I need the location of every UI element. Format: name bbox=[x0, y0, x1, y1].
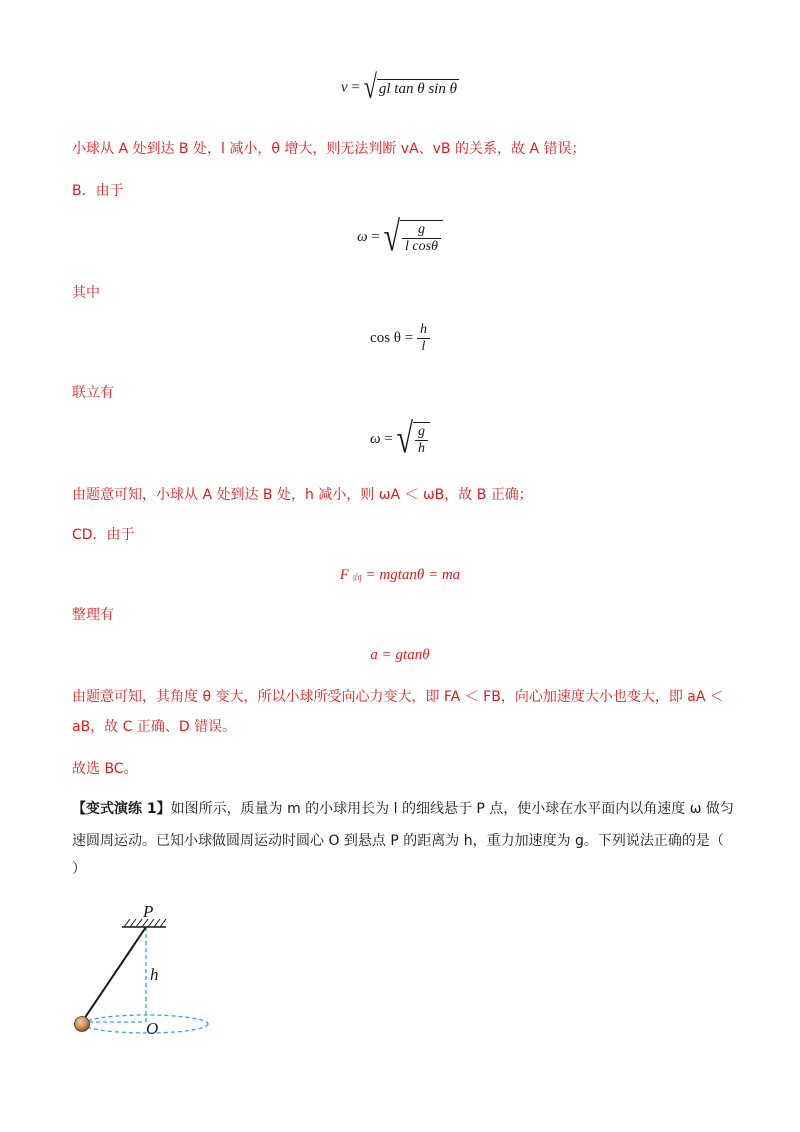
line-ab-analysis: 小球从 A 处到达 B 处，l 减小，θ 增大，则无法判断 vA、vB 的关系，故 A 错误； bbox=[72, 141, 586, 157]
formula-omega2-num: g bbox=[418, 424, 426, 439]
formula-omega1-den: l cosθ bbox=[402, 238, 441, 255]
formula-cos bbox=[0, 322, 800, 355]
formula-omega-2 bbox=[0, 415, 800, 462]
formula-v-eq: = bbox=[351, 79, 360, 96]
formula-acceleration: a = gtanθ bbox=[370, 647, 430, 663]
pendulum-ball bbox=[75, 1017, 90, 1032]
problem-tag: 【变式演练 1】 bbox=[72, 801, 171, 817]
label-h: h bbox=[150, 965, 159, 984]
problem-line-3: ） bbox=[72, 861, 86, 877]
pendulum-figure bbox=[60, 895, 230, 1045]
line-angle-1: 由题意可知，其角度 θ 变大，所以小球所受向心力变大，即 FA ＜ FB，向心加速度大小也变大，即 aA ＜ bbox=[72, 689, 724, 705]
label-option-b: B．由于 bbox=[72, 183, 124, 199]
problem-line-2: 速圆周运动。已知小球做圆周运动时圆心 O 到悬点 P 的距离为 h，重力加速度为 g。下列说法正确的是（ bbox=[72, 833, 724, 849]
formula-omega1-eq: = bbox=[371, 228, 380, 245]
formula-v-lhs: v bbox=[341, 79, 348, 96]
formula-force bbox=[0, 564, 800, 589]
formula-omega2-lhs: ω bbox=[369, 430, 381, 447]
formula-cos-eq: = bbox=[404, 329, 414, 346]
formula-force-f: F bbox=[339, 567, 349, 583]
label-lianli: 联立有 bbox=[72, 385, 114, 401]
formula-omega1-sqrt: √ $\frac{g}{\text{l cosθ}}$ bbox=[384, 220, 443, 255]
line-angle-2: aB，故 C 正确、D 错误。 bbox=[72, 719, 237, 735]
label-option-cd: CD．由于 bbox=[72, 527, 135, 543]
formula-omega2-den: h bbox=[415, 440, 428, 457]
pendulum-string bbox=[82, 927, 146, 1022]
line-omega-analysis: 由题意可知，小球从 A 处到达 B 处，h 减小，则 ωA ＜ ωB，故 B 正确； bbox=[72, 487, 533, 503]
formula-cos-lhs: cos θ bbox=[370, 329, 401, 346]
formula-omega1-lhs: ω bbox=[357, 228, 368, 245]
problem-text-1: 如图所示，质量为 m 的小球用长为 l 的细线悬于 P 点，使小球在水平面内以角速度 ω 做匀 bbox=[170, 801, 734, 817]
formula-omega-1 bbox=[0, 213, 800, 260]
formula-v-radicand: gl tan θ sin θ bbox=[378, 80, 457, 97]
answer-line: 故选 BC。 bbox=[72, 761, 138, 777]
formula-force-rest: = mgtanθ = ma bbox=[365, 567, 461, 583]
formula-omega2-sqrt: √ $\frac{g}{h}$ bbox=[397, 422, 430, 457]
formula-omega1-num: g bbox=[418, 222, 426, 237]
label-o: O bbox=[146, 1019, 159, 1038]
label-zhengli: 整理有 bbox=[72, 607, 114, 623]
label-qizhong: 其中 bbox=[72, 285, 100, 301]
formula-cos-den: l bbox=[417, 338, 430, 355]
formula-omega2-eq: = bbox=[384, 430, 393, 447]
problem-line-1 bbox=[72, 798, 734, 820]
label-p: P bbox=[143, 902, 154, 921]
formula-cos-num: h bbox=[419, 322, 427, 337]
formula-force-sub: 向 bbox=[352, 573, 362, 583]
formula-v-sqrt: √ gl tan θ sin θ bbox=[363, 69, 457, 107]
formula-velocity bbox=[0, 69, 800, 107]
